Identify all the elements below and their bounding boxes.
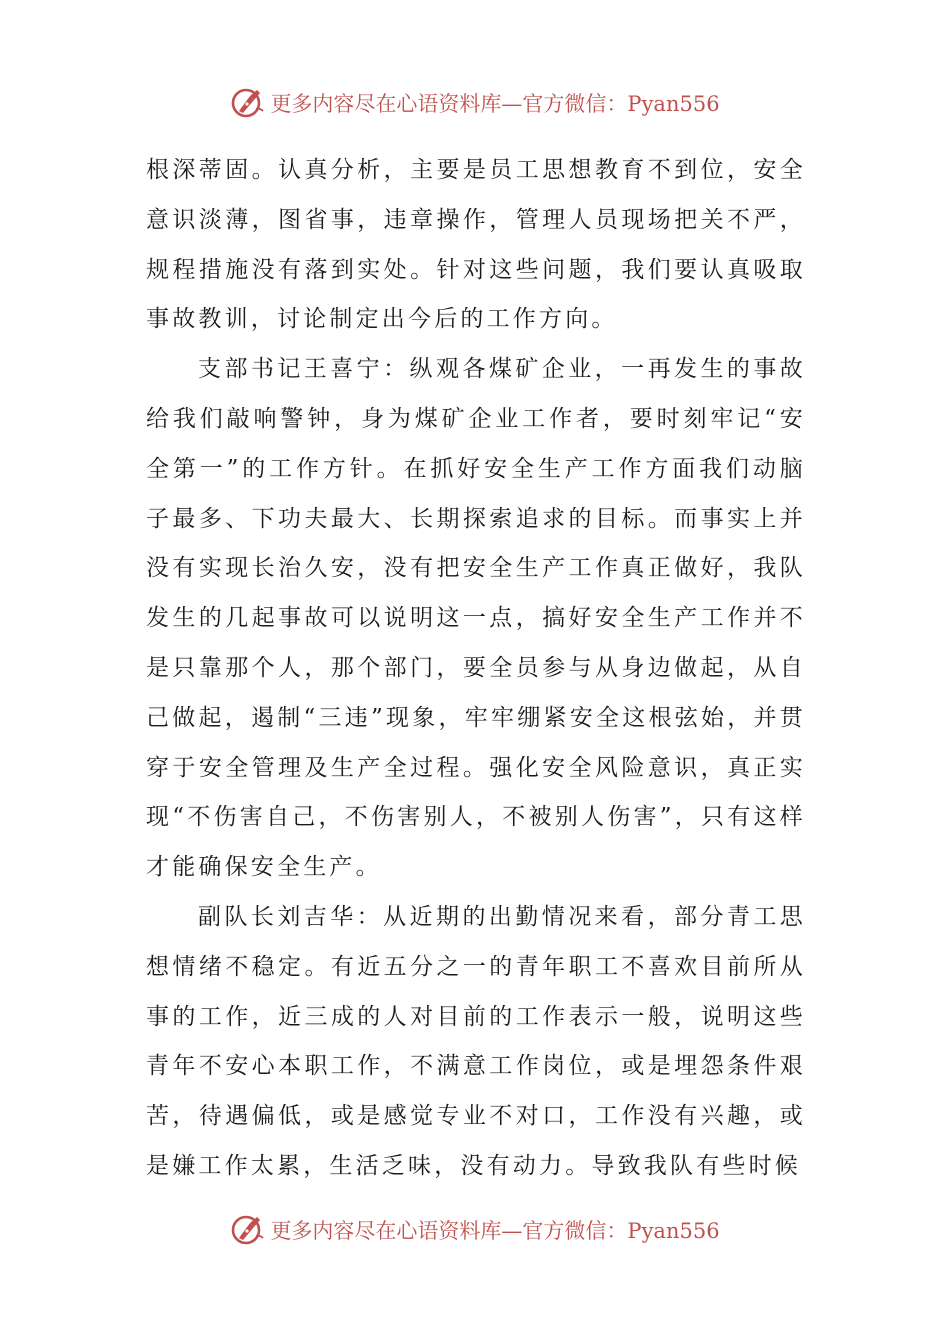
body-paragraph-3: 副队长刘吉华：从近期的出勤情况来看，部分青工思想情绪不稳定。有近五分之一的青年职工不喜欢目前所从事的工作，近三成的人对目前的工作表示一般，说明这些青年不安心本职工作，不满意工作岗位，或是埋怨条件艰苦，待遇偏低，或是感觉专业不对口，工作没有兴趣，或是嫌工作太累，生活乏味，没有动力。导致我队有些时候 (146, 903, 806, 1179)
header-banner-text: 更多内容尽在心语资料库—官方微信：Pyan556 (270, 92, 720, 116)
header-banner (0, 83, 950, 123)
body-paragraph-2: 支部书记王喜宁：纵观各煤矿企业，一再发生的事故给我们敲响警钟，身为煤矿企业工作者，要时刻牢记“安全第一”的工作方针。在抓好安全生产工作方面我们动脑子最多、下功夫最大、长期探索追求的目标。而事实上并没有实现长治久安，没有把安全生产工作真正做好，我队发生的几起事故可以说明这一点，搞好安全生产工作并不是只靠那个人，那个部门，要全员参与从身边做起，从自己做起，遏制“三违”现象，牢牢绷紧安全这根弦始，并贯穿于安全管理及生产全过程。强化安全风险意识，真正实现“不伤害自己，不伤害别人，不被别人伤害”，只有这样才能确保安全生产。 (146, 356, 806, 881)
pen-nib-logo-icon (230, 85, 266, 121)
document-body (146, 146, 806, 1192)
body-paragraph-1: 根深蒂固。认真分析，主要是员工思想教育不到位，安全意识淡薄，图省事，违章操作，管理人员现场把关不严，规程措施没有落到实处。针对这些问题，我们要认真吸取事故教训，讨论制定出今后的工作方向。 (146, 157, 806, 333)
pen-nib-logo-icon (230, 1212, 266, 1248)
footer-banner-text: 更多内容尽在心语资料库—官方微信：Pyan556 (270, 1219, 720, 1243)
footer-banner (0, 1210, 950, 1250)
